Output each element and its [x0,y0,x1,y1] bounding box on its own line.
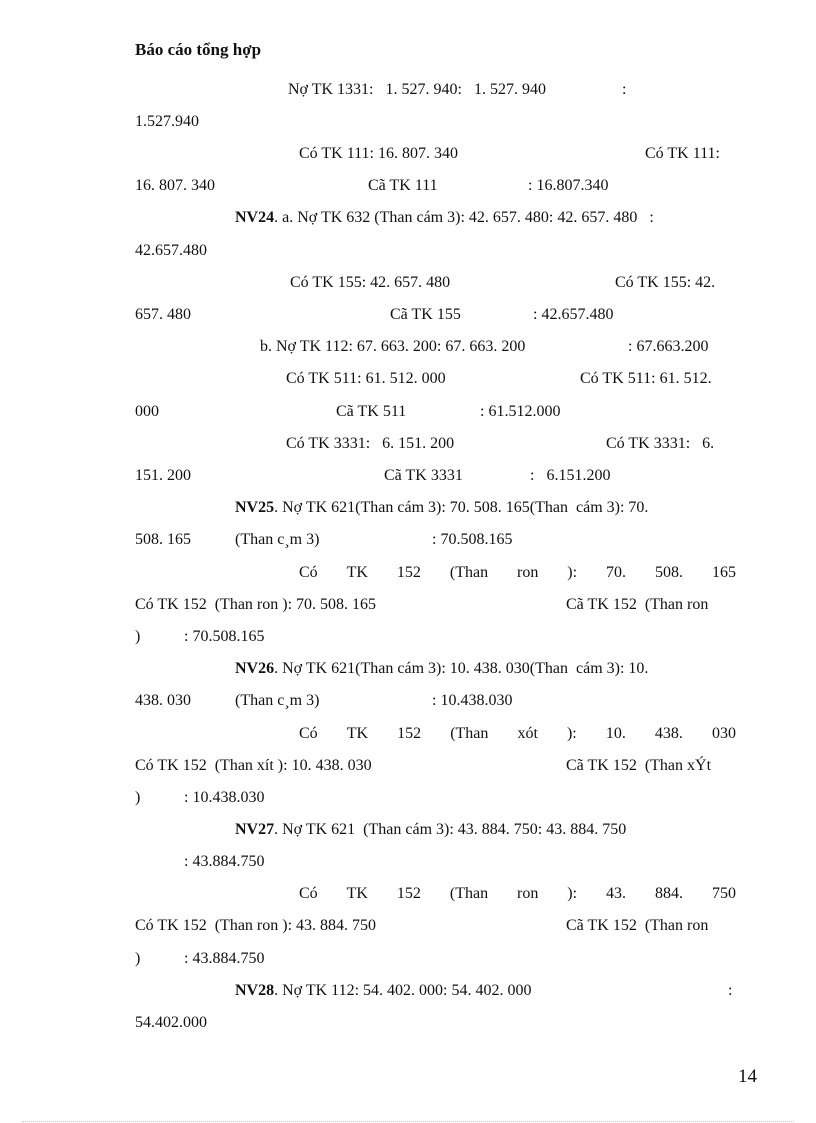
entry-line: Có TK 152 (Than ron ): 43. 884. 750 [135,917,377,934]
word: 884. [654,885,683,902]
entry-line: : 6.151.200 [530,467,611,484]
entry-text: . Nợ TK 112: 54. 402. 000: 54. 402. 000 [274,982,532,999]
word: ): [567,564,578,581]
entry-nv28 [235,981,531,1001]
entry-line: : 42.657.480 [533,306,614,323]
entry-line: : 43.884.750 [184,853,265,870]
word: (Than [449,564,489,581]
entry-line: Có TK 152 (Than ron ): 70. 508. 165 [135,596,377,613]
entry-code: NV28 [235,982,275,999]
entry-line: Cã TK 3331 [384,467,463,484]
entry-line: Nợ TK 1331: 1. 527. 940: 1. 527. 940 : [288,81,627,98]
entry-line: Có TK 511: 61. 512. [580,370,712,387]
entry-line: Có TK 152 (Than xít ): 10. 438. 030 [135,757,372,774]
word: TK [346,885,368,902]
entry-code: NV25 [235,499,275,516]
entry-line: 16. 807. 340 [135,177,215,194]
entry-line: : 70.508.165 [432,531,513,548]
word: 165 [711,564,736,581]
entry-line-justified [299,724,736,744]
entry-line: Có TK 155: 42. [615,274,716,291]
entry-line: Có TK 3331: 6. [606,435,715,452]
entry-line: Có TK 155: 42. 657. 480 [290,274,451,291]
entry-line: 508. 165 [135,531,191,548]
page-header: Báo cáo tổng hợp [135,40,262,59]
word: TK [346,564,368,581]
entry-line: : 10.438.030 [184,789,265,806]
entry-line: Có TK 511: 61. 512. 000 [286,370,446,387]
word: 10. [605,725,626,742]
entry-line: 151. 200 [135,467,191,484]
entry-line: : 16.807.340 [528,177,609,194]
entry-line: ) [135,789,141,806]
word: (Than [450,725,489,742]
word: 43. [606,885,627,902]
entry-nv24 [235,208,654,228]
entry-line: Cã TK 152 (Than ron [566,596,709,613]
entry-line: Cã TK 152 (Than ron [566,917,709,934]
entry-line: 000 [135,403,159,420]
entry-line: (Than c¸m 3) [235,531,320,548]
entry-line: 1.527.940 [135,113,199,130]
entry-nv25 [235,498,648,518]
word: ): [567,885,578,902]
word: Có [299,725,318,742]
word: ron [517,564,539,581]
entry-line: Có TK 3331: 6. 151. 200 [286,435,455,452]
entry-line: 54.402.000 [135,1014,207,1031]
word: 750 [711,885,736,902]
entry-line: : 61.512.000 [480,403,561,420]
entry-line: : 70.508.165 [184,628,265,645]
word: (Than [449,885,489,902]
entry-line: (Than c¸m 3) [235,692,320,709]
word: 152 [397,725,422,742]
entry-line: b. Nợ TK 112: 67. 663. 200: 67. 663. 200 [260,338,526,355]
entry-line: Cã TK 152 (Than xÝt [566,757,712,774]
entry-line-justified [299,563,736,583]
entry-line: : 43.884.750 [184,950,265,967]
entry-line: 42.657.480 [135,242,207,259]
entry-line-justified [299,884,736,904]
entry-line: : 10.438.030 [432,692,513,709]
word: 70. [606,564,627,581]
word: 152 [396,564,421,581]
entry-line: Cã TK 155 [390,306,461,323]
entry-line: : 67.663.200 [628,338,709,355]
page-number: 14 [738,1066,757,1087]
entry-code: NV27 [235,821,275,838]
entry-line: Cã TK 511 [336,403,407,420]
entry-line: ) [135,628,141,645]
word: Có [299,564,318,581]
word: 030 [711,725,736,742]
entry-code: NV26 [235,660,275,677]
entry-text: . Nợ TK 621(Than cám 3): 10. 438. 030(Than cám 3): 10. [274,660,649,677]
word: 152 [396,885,421,902]
entry-text: . Nợ TK 621(Than cám 3): 70. 508. 165(Than cám 3): 70. [274,499,649,516]
entry-line: Cã TK 111 [368,177,438,194]
entry-line: ) [135,950,141,967]
word: 508. [654,564,683,581]
entry-line: 438. 030 [135,692,191,709]
word: TK [346,725,369,742]
entry-line: : [728,982,733,999]
entry-code: NV24 [235,209,275,226]
entry-text: . Nợ TK 621 (Than cám 3): 43. 884. 750: 43. 884. 750 [274,821,627,838]
word: ron [517,885,539,902]
word: Có [299,885,318,902]
word: 438. [654,725,683,742]
entry-line: Có TK 111: [645,145,720,162]
entry-text: . a. Nợ TK 632 (Than cám 3): 42. 657. 480: 42. 657. 480 : [274,209,654,226]
word: xót [517,725,538,742]
entry-line: Có TK 111: 16. 807. 340 [299,145,458,162]
word: ): [566,725,577,742]
entry-nv27 [235,820,626,840]
footer-divider [22,1121,794,1122]
entry-line: 657. 480 [135,306,191,323]
entry-nv26 [235,659,648,679]
